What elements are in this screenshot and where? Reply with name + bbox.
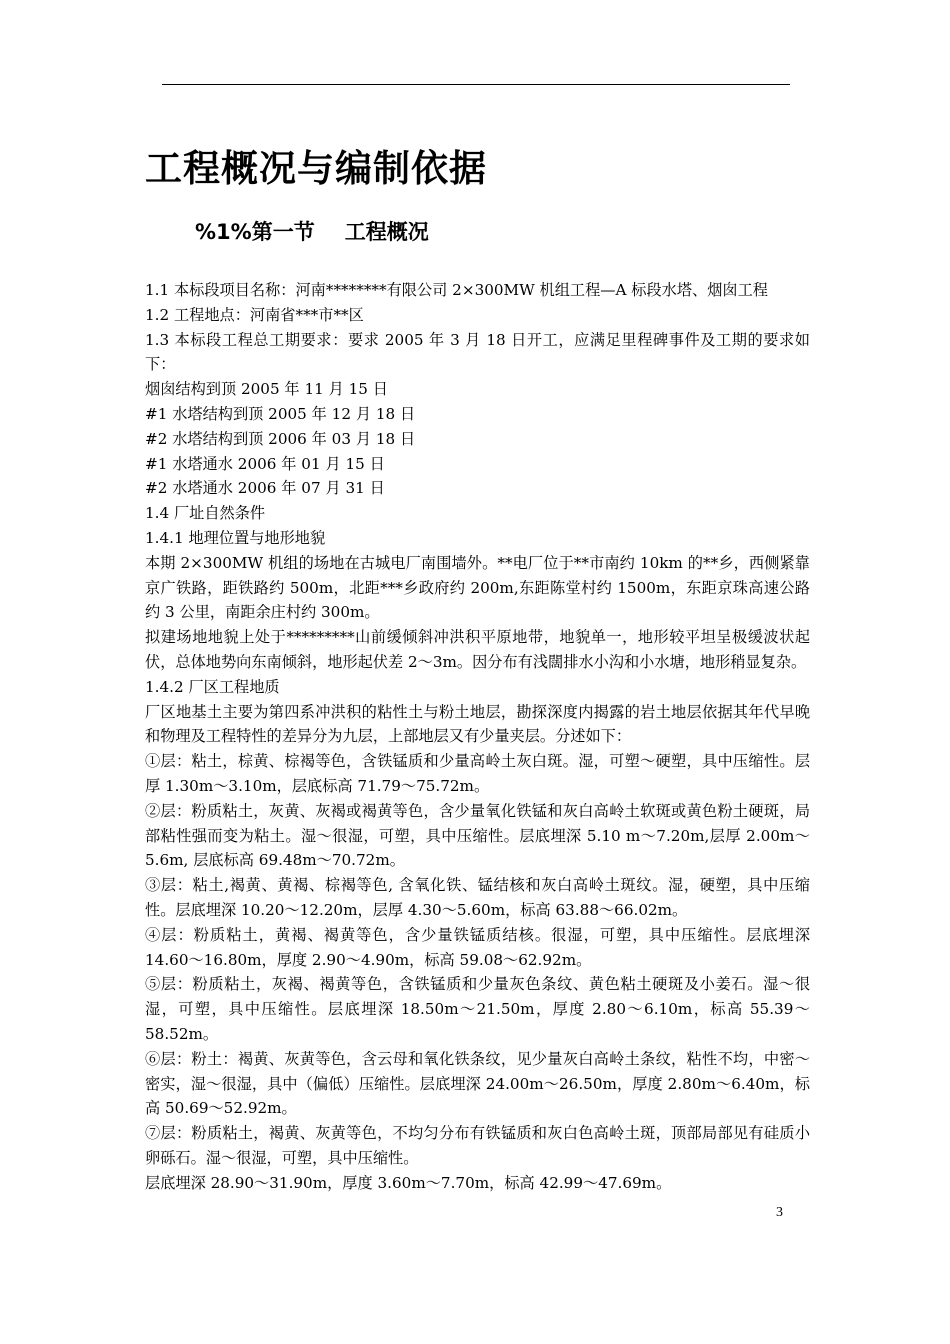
paragraph: #1 水塔结构到顶 2005 年 12 月 18 日 bbox=[145, 404, 416, 423]
paragraph: 1.3 本标段工程总工期要求：要求 2005 年 3 月 18 日开工，应满足里程碑事件及工期的要求如下： bbox=[145, 330, 810, 374]
paragraph: ①层：粘土，棕黄、棕褐等色，含铁锰质和少量高岭土灰白斑。湿，可塑～硬塑，具中压缩性。层厚 1.30m～3.10m，层底标高 71.79～75.72m。 bbox=[145, 752, 810, 795]
paragraph: #2 水塔通水 2006 年 07 月 31 日 bbox=[145, 479, 385, 498]
paragraph: #2 水塔结构到顶 2006 年 03 月 18 日 bbox=[145, 429, 416, 448]
paragraph: 1.2 工程地点：河南省***市**区 bbox=[145, 305, 364, 324]
paragraph: ⑦层：粉质粘土，褐黄、灰黄等色，不均匀分布有铁锰质和灰白色高岭土斑，顶部局部见有硅质小卵砾石。湿～很湿，可塑，具中压缩性。 bbox=[145, 1124, 810, 1167]
section-heading bbox=[195, 216, 429, 246]
paragraph: 1.4.1 地理位置与地形地貌 bbox=[145, 528, 326, 547]
paragraph: 烟囱结构到顶 2005 年 11 月 15 日 bbox=[145, 380, 388, 399]
section-number: %1%第一节 bbox=[195, 220, 315, 244]
paragraph: 拟建场地地貌上处于*********山前缓倾斜冲洪积平原地带，地貌单一，地形较平坦呈极缓波状起伏，总体地势向东南倾斜，地形起伏差 2～3m。因分布有浅闊排水小沟和小水塘，地形稍显复杂。 bbox=[145, 628, 810, 671]
paragraph: 1.1 本标段项目名称：河南********有限公司 2×300MW 机组工程—A 标段水塔、烟囱工程 bbox=[145, 281, 768, 299]
section-name: 工程概况 bbox=[344, 220, 429, 244]
paragraph: ③层：粘土,褐黄、黄褐、棕褐等色, 含氧化铁、锰结核和灰白高岭土斑纹。湿，硬塑，具中压缩性。层底埋深 10.20～12.20m，层厚 4.30～5.60m，标高 63.88～66.02m。 bbox=[145, 876, 810, 919]
paragraph: 1.4.2 厂区工程地质 bbox=[145, 677, 280, 696]
paragraph: 层底埋深 28.90～31.90m，厚度 3.60m～7.70m，标高 42.99～47.69m。 bbox=[145, 1173, 672, 1192]
paragraph: 本期 2×300MW 机组的场地在古城电厂南围墙外。**电厂位于**市南约 10km 的**乡，西侧紧靠京广铁路，距铁路约 500m，北距***乡政府约 200m,东距陈堂村约 1500m，东距京珠高速公路约 3 公里，南距余庄村约 300m。 bbox=[145, 553, 810, 622]
paragraph: ⑥层：粉土：褐黄、灰黄等色，含云母和氧化铁条纹，见少量灰白高岭土条纹，粘性不均，中密～密实，湿～很湿，具中（偏低）压缩性。层底埋深 24.00m～26.50m，厚度 2.80m～6.40m，标高 50.69～52.92m。 bbox=[145, 1049, 810, 1118]
page-number: 3 bbox=[776, 1205, 783, 1220]
document-title: 工程概况与编制依据 bbox=[145, 147, 487, 190]
body-text bbox=[145, 278, 810, 1195]
paragraph: ⑤层：粉质粘土，灰褐、褐黄等色，含铁锰质和少量灰色条纹、黄色粘土硬斑及小姜石。湿～很湿，可塑，具中压缩性。层底埋深 18.50m～21.50m，厚度 2.80～6.10m，标高 55.39～58.52m。 bbox=[145, 975, 810, 1043]
paragraph: 厂区地基土主要为第四系冲洪积的粘性土与粉土地层，勘探深度内揭露的岩土地层依据其年代早晚和物理及工程特性的差异分为九层，上部地层又有少量夹层。分述如下： bbox=[145, 702, 810, 746]
paragraph: ②层：粉质粘土，灰黄、灰褐或褐黄等色，含少量氧化铁锰和灰白高岭土软斑或黄色粉土硬斑，局部粘性强而变为粘土。湿～很湿，可塑，具中压缩性。层底埋深 5.10 m～7.20m,层厚 2.00m～5.6m, 层底标高 69.48m～70.72m。 bbox=[145, 801, 810, 870]
header-rule bbox=[162, 84, 790, 85]
paragraph: #1 水塔通水 2006 年 01 月 15 日 bbox=[145, 454, 385, 473]
paragraph: 1.4 厂址自然条件 bbox=[145, 504, 266, 523]
paragraph: ④层：粉质粘土，黄褐、褐黄等色，含少量铁锰质结核。很湿，可塑，具中压缩性。层底埋深 14.60～16.80m，厚度 2.90～4.90m，标高 59.08～62.92m。 bbox=[145, 925, 810, 969]
